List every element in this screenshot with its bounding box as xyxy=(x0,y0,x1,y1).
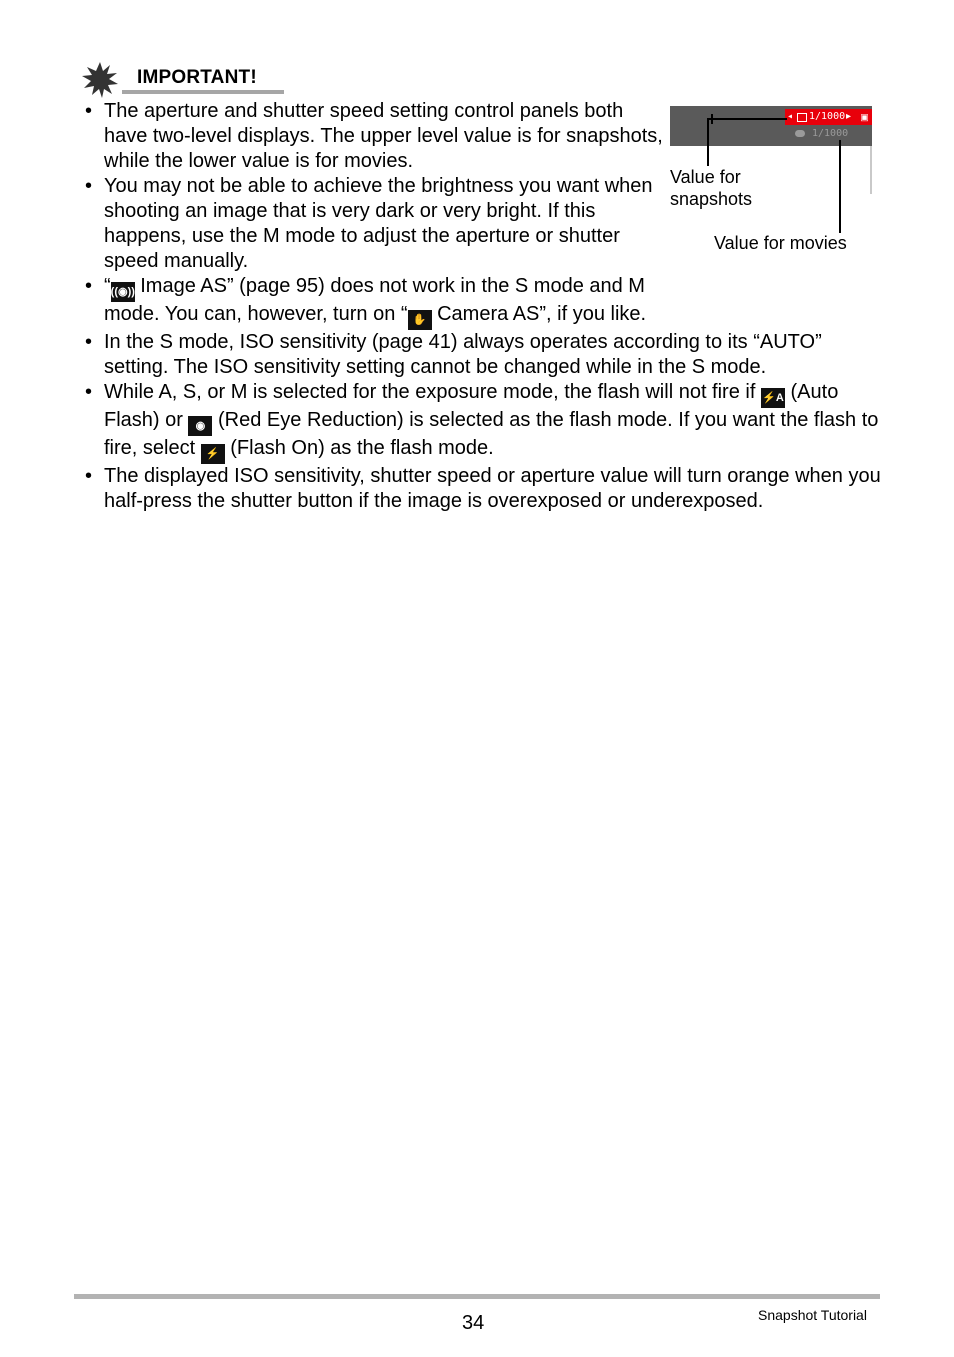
image-as-icon: ((◉)) xyxy=(111,282,135,302)
movie-icon xyxy=(795,130,805,137)
list-item-text-d: (Flash On) as the flash mode. xyxy=(224,437,494,459)
snapshots-callout-line xyxy=(711,114,713,124)
movie-value-row xyxy=(788,127,868,141)
snapshot-value: 1/1000 xyxy=(809,111,846,122)
movie-value: 1/1000 xyxy=(812,128,849,139)
snapshots-callout-line xyxy=(707,118,787,120)
footer-rule xyxy=(74,1294,880,1299)
snapshot-icon xyxy=(797,113,807,122)
bullet-marker: • xyxy=(85,175,93,197)
quote-open: “ xyxy=(104,275,111,297)
snapshots-label: Value for snapshots xyxy=(670,167,753,209)
bullet-marker: • xyxy=(85,275,93,297)
list-item-text: In the S mode, ISO sensitivity (page 41) always operates according to its “AUTO” setting. The ISO sensitivity setting cannot be changed while in the S mode. xyxy=(104,331,822,378)
left-arrow-icon: ◂ xyxy=(787,111,794,122)
section-title: Snapshot Tutorial xyxy=(758,1307,867,1323)
list-item-text-a: Image AS” (page 95) does not work in the S mode and M mode. You can, however, turn on “ xyxy=(104,275,645,325)
list-item-text-b: (Auto Flash) or xyxy=(104,381,839,431)
list-item-text: The aperture and shutter speed setting control panels both have two-level displays. The upper level value is for snapshots, while the lower value is for movies. xyxy=(104,100,663,172)
red-eye-reduction-icon: ◉ xyxy=(188,416,212,436)
list-item-text: You may not be able to achieve the brightness you want when shooting an image that is very dark or very bright. If this happens, use the M mode to adjust the aperture or shutter speed manually. xyxy=(104,175,653,272)
list-item-text xyxy=(104,274,664,330)
list-item-text-c: (Red Eye Reduction) is selected as the flash mode. If you want the flash to fire, select xyxy=(104,409,879,459)
movies-callout-line xyxy=(839,140,841,233)
auto-flash-icon: ⚡A xyxy=(761,388,785,408)
bullet-marker: • xyxy=(85,100,93,122)
right-arrow-icon: ▸ xyxy=(846,111,852,122)
list-item-text-a: While A, S, or M is selected for the exposure mode, the flash will not fire if xyxy=(104,381,761,403)
list-item xyxy=(85,330,884,380)
bullet-marker: • xyxy=(85,381,93,403)
list-item xyxy=(85,464,884,514)
exposure-mode-icon: ▣ xyxy=(857,109,872,125)
panel-edge xyxy=(870,146,872,194)
heading-label: IMPORTANT! xyxy=(137,67,257,88)
bullet-marker: • xyxy=(85,331,93,353)
shutter-speed-panel xyxy=(670,104,872,146)
important-heading xyxy=(82,62,286,94)
flash-on-icon: ⚡ xyxy=(201,444,225,464)
page-number: 34 xyxy=(462,1312,485,1334)
bullet-marker: • xyxy=(85,465,93,487)
heading-underline xyxy=(122,90,284,94)
camera-as-icon: ✋ xyxy=(408,310,432,330)
list-item xyxy=(85,380,884,464)
movies-label: Value for movies xyxy=(714,233,847,253)
list-item-text-b: Camera AS”, if you like. xyxy=(431,303,647,325)
list-item-text: The displayed ISO sensitivity, shutter speed or aperture value will turn orange when you half-press the shutter button if the image is overexposed or underexposed. xyxy=(104,465,881,512)
important-list xyxy=(85,99,884,514)
list-item-text xyxy=(104,380,884,464)
list-item xyxy=(85,274,884,330)
starburst-icon xyxy=(82,62,118,98)
snapshots-callout-line xyxy=(707,118,709,166)
